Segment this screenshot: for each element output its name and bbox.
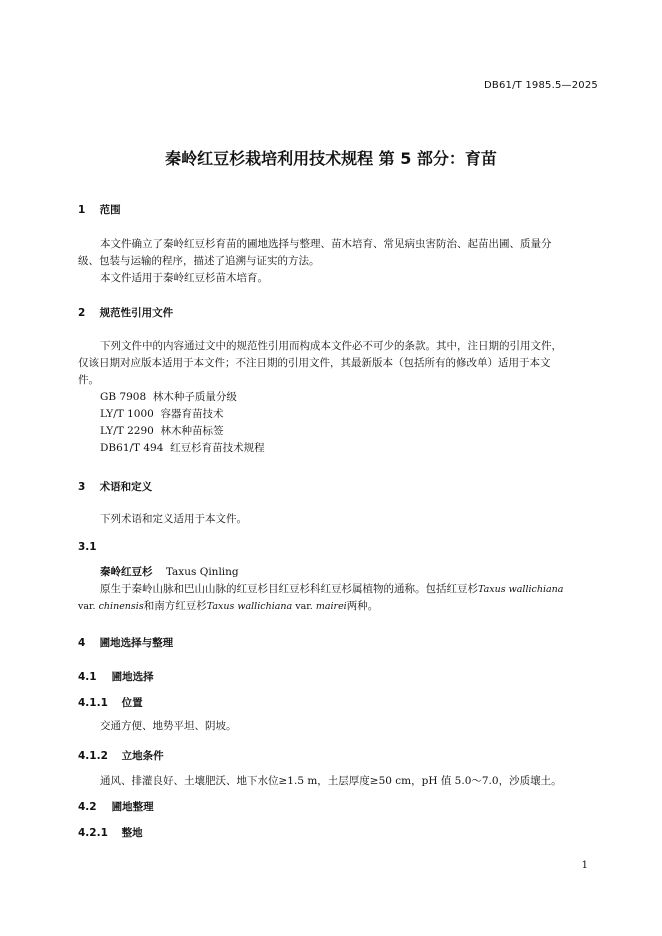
definition-text: 原生于秦岭山脉和巴山山脉的红豆杉目红豆杉科红豆杉属植物的通称。包括红豆杉 — [100, 583, 478, 595]
refs-intro-line-3: 件。 — [78, 374, 99, 386]
ref-code: LY/T 1000 — [100, 408, 154, 420]
section-number: 3.1 — [78, 541, 97, 553]
section-2-heading — [78, 305, 173, 320]
ref-name: 林木种苗标签 — [160, 425, 224, 437]
species-name: Taxus wallichiana — [478, 584, 564, 595]
section-number: 4 — [78, 637, 86, 649]
ref-code: LY/T 2290 — [100, 425, 154, 437]
ref-item — [100, 440, 265, 457]
section-3-1-heading — [78, 541, 97, 553]
section-4-1-heading — [78, 669, 154, 684]
section-title: 规范性引用文件 — [99, 307, 174, 319]
section-title: 立地条件 — [121, 750, 164, 762]
variety-name: chinensis — [98, 601, 144, 612]
standard-code: DB61/T 1985.5—2025 — [484, 80, 598, 91]
section-title: 圃地选择与整理 — [99, 637, 174, 649]
section-number: 4.1 — [78, 671, 97, 683]
ref-name: 红豆杉育苗技术规程 — [170, 442, 265, 454]
section-4-1-1-heading — [78, 695, 143, 710]
location-text: 交通方便、地势平坦、阴坡。 — [100, 720, 237, 732]
species-name: Taxus wallichiana — [206, 601, 293, 612]
variety-name: mairei — [315, 601, 347, 612]
ref-code: GB 7908 — [100, 391, 147, 403]
section-title: 圃地整理 — [111, 801, 154, 813]
term-definition-line-1 — [100, 581, 563, 598]
ref-item — [100, 423, 224, 440]
section-number: 4.2.1 — [78, 827, 108, 839]
section-number: 3 — [78, 481, 86, 493]
ref-name: 林木种子质量分级 — [152, 391, 237, 403]
ref-name: 容器育苗技术 — [160, 408, 224, 420]
scope-line-2: 级、包装与运输的程序，描述了追溯与证实的方法。 — [78, 255, 320, 267]
section-number: 4.2 — [78, 801, 97, 813]
section-4-2-heading — [78, 799, 154, 814]
section-title: 术语和定义 — [99, 481, 153, 493]
term-english: Taxus Qinling — [165, 566, 239, 578]
var-label: var. — [295, 601, 313, 612]
refs-intro-line-2: 仅该日期对应版本适用于本文件；不注日期的引用文件，其最新版本（包括所有的修改单）适用于本文 — [78, 357, 551, 369]
page-number: 1 — [581, 860, 588, 871]
scope-line-3: 本文件适用于秦岭红豆杉苗木培育。 — [100, 272, 268, 284]
term-chinese: 秦岭红豆杉 — [100, 566, 153, 578]
section-3-heading — [78, 479, 152, 494]
section-4-2-1-heading — [78, 825, 143, 840]
section-number: 1 — [78, 204, 86, 216]
section-title: 圃地选择 — [111, 671, 154, 683]
term-entry — [100, 564, 239, 581]
section-number: 2 — [78, 307, 86, 319]
ref-item — [100, 389, 237, 406]
terms-intro: 下列术语和定义适用于本文件。 — [100, 513, 247, 525]
section-number: 4.1.2 — [78, 750, 108, 762]
section-title: 范围 — [99, 204, 121, 216]
site-conditions-text: 通风、排灌良好、土壤肥沃、地下水位≥1.5 m，土层厚度≥50 cm，pH 值 5.0～7.0，沙质壤土。 — [100, 775, 562, 787]
section-4-heading — [78, 635, 173, 650]
section-title: 位置 — [121, 697, 143, 709]
definition-text: 两种。 — [346, 600, 379, 612]
term-definition-line-2 — [78, 598, 378, 615]
refs-intro-line-1: 下列文件中的内容通过文中的规范性引用而构成本文件必不可少的条款。其中，注日期的引用文件， — [100, 340, 562, 352]
section-title: 整地 — [121, 827, 143, 839]
section-number: 4.1.1 — [78, 697, 108, 709]
document-title: 秦岭红豆杉栽培利用技术规程 第 5 部分：育苗 — [165, 149, 497, 168]
scope-line-1: 本文件确立了秦岭红豆杉育苗的圃地选择与整理、苗木培育、常见病虫害防治、起苗出圃、质量分 — [100, 238, 552, 250]
section-1-heading — [78, 202, 121, 217]
section-4-1-2-heading — [78, 748, 164, 763]
ref-item — [100, 406, 224, 423]
var-label: var. — [78, 601, 96, 612]
ref-code: DB61/T 494 — [100, 442, 164, 454]
definition-text: 和南方红豆杉 — [143, 600, 207, 612]
